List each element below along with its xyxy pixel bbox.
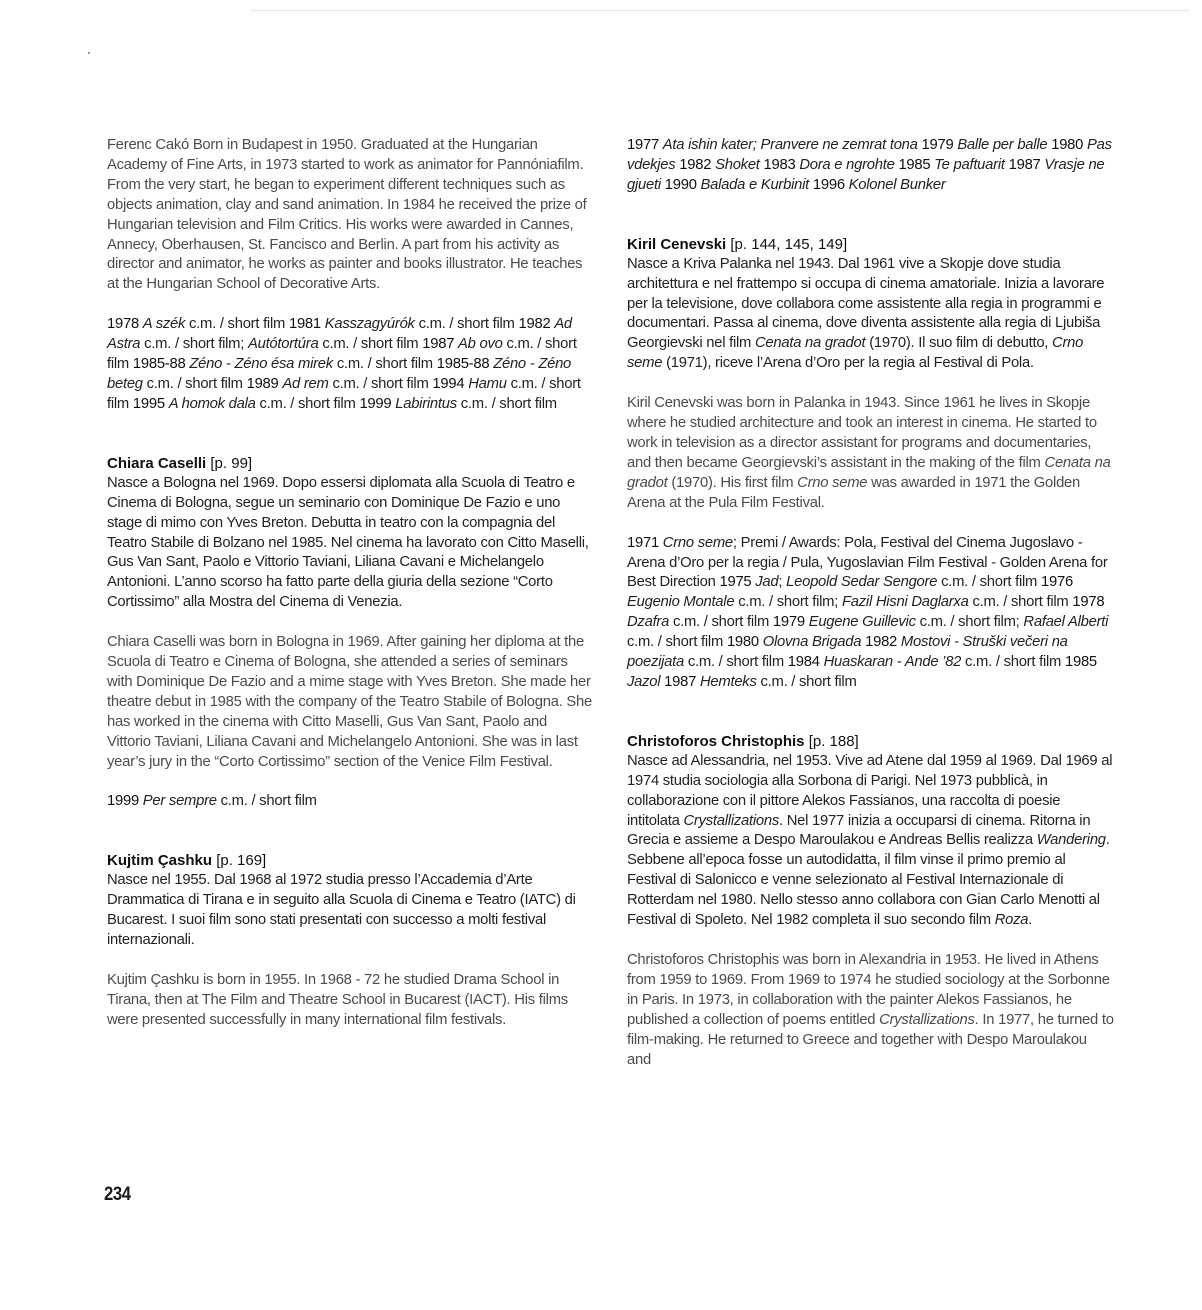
cenevski-heading: Kiril Cenevski [p. 144, 145, 149] — [627, 235, 848, 253]
cashku-bio-it: Nasce nel 1955. Dal 1968 al 1972 studia presso l’Accademia d’Arte Drammatica di Tirana e in seguito alla Scuola di Cinema e Teatro (IATC) di Bucarest. I suoi film sono stati presentati con successo a molti festival internazionali. — [107, 872, 576, 949]
right-column — [627, 136, 1114, 1070]
scan-speck — [88, 52, 90, 54]
christophis-bio-en: Christoforos Christophis was born in Alexandria in 1953. He lived in Athens from 1959 to 1969. From 1969 to 1974 he studied sociology at the Sorbonne in Paris. In 1973, in collaboration with the painter Alekos Fassianos, he published a collection of poems entitled Crystallizations. In 1977, he turned to film-making. He returned to Greece and together with Despo Maroulakou and — [627, 952, 1114, 1068]
cenevski-filmography: 1971 Crno seme; Premi / Awards: Pola, Festival del Cinema Jugoslavo - Arena d’Oro per la regia / Pula, Yugoslavian Film Festival - Golden Arena for Best Direction 1975 Jad; Leopold Sedar Sengore c.m. / short film 1976 Eugenio Montale c.m. / short film; Fazil Hisni Daglarxa c.m. / short film 1978 Dzafra c.m. / short film 1979 Eugene Guillevic c.m. / short film; Rafael Alberti c.m. / short film 1980 Olovna Brigada 1982 Mostovi - Struški večeri na poezijata c.m. / short film 1984 Huaskaran - Ande ’82 c.m. / short film 1985 Jazol 1987 Hemteks c.m. / short film — [627, 534, 1109, 690]
caselli-heading: Chiara Caselli [p. 99] — [107, 454, 253, 472]
page-number: 234 — [104, 1184, 131, 1205]
cashku-bio-en: Kujtim Çashku is born in 1955. In 1968 - 72 he studied Drama School in Tirana, then at The Film and Theatre School in Bucarest (IACT). His films were presented successfully in many international film festivals. — [107, 972, 568, 1028]
scan-edge-line — [250, 10, 1190, 11]
christophis-bio-it: Nasce ad Alessandria, nel 1953. Vive ad Atene dal 1959 al 1969. Dal 1969 al 1974 studia sociologia alla Sorbona di Parigi. Nel 1973 pubblicà, in collaborazione con il pittore Alekos Fassianos, una raccolta di poesie intitolata Crystallizations. Nel 1977 inizia a occuparsi di cinema. Ritorna in Grecia e assieme a Despo Maroulakou e Andreas Bellis realizza Wandering. Sebbene all’epoca fosse un autodidatta, il film vinse il primo premio al Festival di Salonicco e venne selezionato al Festival Internazionale di Rotterdam nel 1980. Nello stesso anno collabora con Gian Carlo Menotti al Festival di Spoleto. Nel 1982 completa il suo secondo film Roza. — [627, 752, 1113, 929]
caselli-bio-it: Nasce a Bologna nel 1969. Dopo essersi diplomata alla Scuola di Teatro e Cinema di Bologna, segue un seminario con Dominique De Fazio e uno stage di mimo con Yves Breton. Debutta in teatro con la compagnia del Teatro Stabile di Bolzano nel 1985. Nel cinema ha lavorato con Citto Maselli, Gus Van Sant, Paolo e Vittorio Taviani, Liliana Cavani e Michelangelo Antonioni. L’anno scorso ha fatto parte della giuria della sezione “Corto Cortissimo” alla Mostra del Cinema di Venezia. — [107, 474, 589, 611]
cako-bio: Ferenc Cakó Born in Budapest in 1950. Graduated at the Hungarian Academy of Fine Arts, in 1973 started to work as animator for Pannóniafilm. From the very start, he began to experiment different techniques such as objects animation, clay and sand animation. In 1984 he received the prize of Hungarian television and Film Critics. His works were awarded in Cannes, Annecy, Oberhausen, St. Fancisco and Berlin. A part from his activity as director and animator, he works as painter and books illustrator. He teaches at the Hungarian School of Decorative Arts. — [107, 137, 587, 293]
cenevski-bio-it: Nasce a Kriva Palanka nel 1943. Dal 1961 vive a Skopje dove studia architettura e nel frattempo si occupa di cinema amatoriale. Inizia a lavorare per la televisione, dove collabora come assistente alla regia in programmi e documentari. Passa al cinema, dove diventa assistente alla regia di Ljubiša Georgievski nel film Cenata na gradot (1970). Il suo film di debutto, Crno seme (1971), riceve l’Arena d’Oro per la regia al Festival di Pola. — [627, 255, 1105, 372]
cashku-filmography: 1977 Ata ishin kater; Pranvere ne zemrat tona 1979 Balle per balle 1980 Pas vdekjes 1982 Shoket 1983 Dora e ngrohte 1985 Te paftuarit 1987 Vrasje ne gjueti 1990 Balada e Kurbinit 1996 Kolonel Bunker — [627, 137, 1112, 193]
caselli-filmography: 1999 Per sempre c.m. / short film — [107, 793, 317, 810]
cako-filmography: 1978 A szék c.m. / short film 1981 Kasszagyúrók c.m. / short film 1982 Ad Astra c.m. / short film; Autótortúra c.m. / short film 1987 Ab ovo c.m. / short film 1985-88 Zéno - Zéno ésa mirek c.m. / short film 1985-88 Zéno - Zéno beteg c.m. / short film 1989 Ad rem c.m. / short film 1994 Hamu c.m. / short film 1995 A homok dala c.m. / short film 1999 Labirintus c.m. / short film — [107, 316, 581, 412]
caselli-bio-en: Chiara Caselli was born in Bologna in 1969. After gaining her diploma at the Scuola di Teatro e Cinema of Bologna, she attended a series of seminars with Dominique De Fazio and a mime stage with Yves Breton. She made her theatre debut in 1985 with the company of the Teatro Stabile of Bologna. She has worked in the cinema with Citto Maselli, Gus Van Sant, Paolo and Vittorio Taviani, Liliana Cavani and Michelangelo Antonioni. She was in last year’s jury in the “Corto Cortissimo” section of the Venice Film Festival. — [107, 634, 592, 770]
christophis-heading: Christoforos Christophis [p. 188] — [627, 732, 859, 750]
cenevski-bio-en: Kiril Cenevski was born in Palanka in 1943. Since 1961 he lives in Skopje where he studied architecture and took an interest in cinema. He started to work in television as a director assistant for programs and documentaries, and then became Georgievski’s assistant in the making of the film Cenata na gradot (1970). His first film Crno seme was awarded in 1971 the Golden Arena at the Pula Film Festival. — [627, 395, 1111, 511]
cashku-heading: Kujtim Çashku [p. 169] — [107, 852, 267, 870]
left-column — [107, 136, 594, 1031]
